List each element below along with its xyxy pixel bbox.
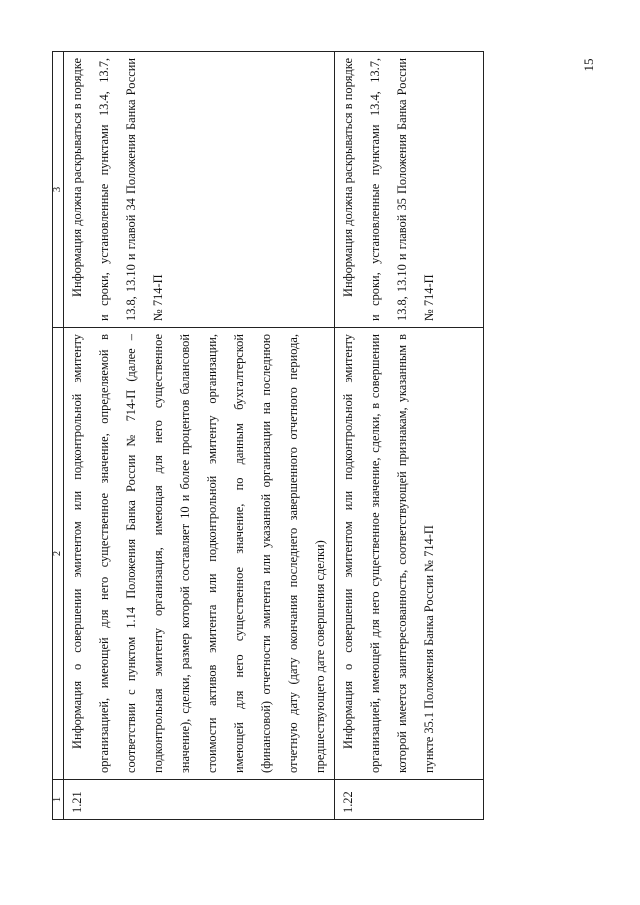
page-number: 15 xyxy=(581,58,596,72)
row-content-text: Информация о совершении эмитентом или подконтрольной эмитенту организацией, имеющей для него существенное значение, сделки, в совершении которой имеется заинтересованность, соответствующей признакам, указанным в пункте 35.1 Положения Банка России № 714-П xyxy=(341,334,436,773)
row-number: 1.21 xyxy=(64,780,335,820)
row-disclosure-text: Информация должна раскрываться в порядке и сроки, установленные пунктами 13.4, 13.7, 13.8, 13.10 и главой 35 Положения Банка России № 714-П xyxy=(341,58,436,321)
table-header-row xyxy=(53,52,64,820)
row-number: 1.22 xyxy=(335,780,484,820)
column-header-2: 2 xyxy=(53,328,64,780)
row-content xyxy=(64,328,335,780)
disclosure-table xyxy=(52,52,484,820)
table-row xyxy=(64,52,335,820)
table-row xyxy=(335,52,484,820)
row-disclosure-text: Информация должна раскрываться в порядке и сроки, установленные пунктами 13.4, 13.7, 13.8, 13.10 и главой 34 Положения Банка России № 714-П xyxy=(70,58,165,321)
row-disclosure xyxy=(64,52,335,328)
column-header-1: 1 xyxy=(53,780,64,820)
row-content-text: Информация о совершении эмитентом или подконтрольной эмитенту организацией, имеющей для него существенное значение, определяемой в соответствии с пунктом 1.14 Положения Банка России № 714-П (далее – подконтрольная эмитенту организация, имеющая для него существенное значение), сделки, размер которой составляет 10 и более процентов балансовой стоимости активов эмитента или подконтрольной эмитенту организации, имеющей для него существенное значение, по данным бухгалтерской (финансовой) отчетности эмитента или указанной организации на последнюю отчетную дату (дату окончания последнего завершенного отчетного периода, предшествующего дате совершения сделки) xyxy=(70,334,327,773)
row-disclosure xyxy=(335,52,484,328)
column-header-3: 3 xyxy=(53,52,64,328)
row-content xyxy=(335,328,484,780)
